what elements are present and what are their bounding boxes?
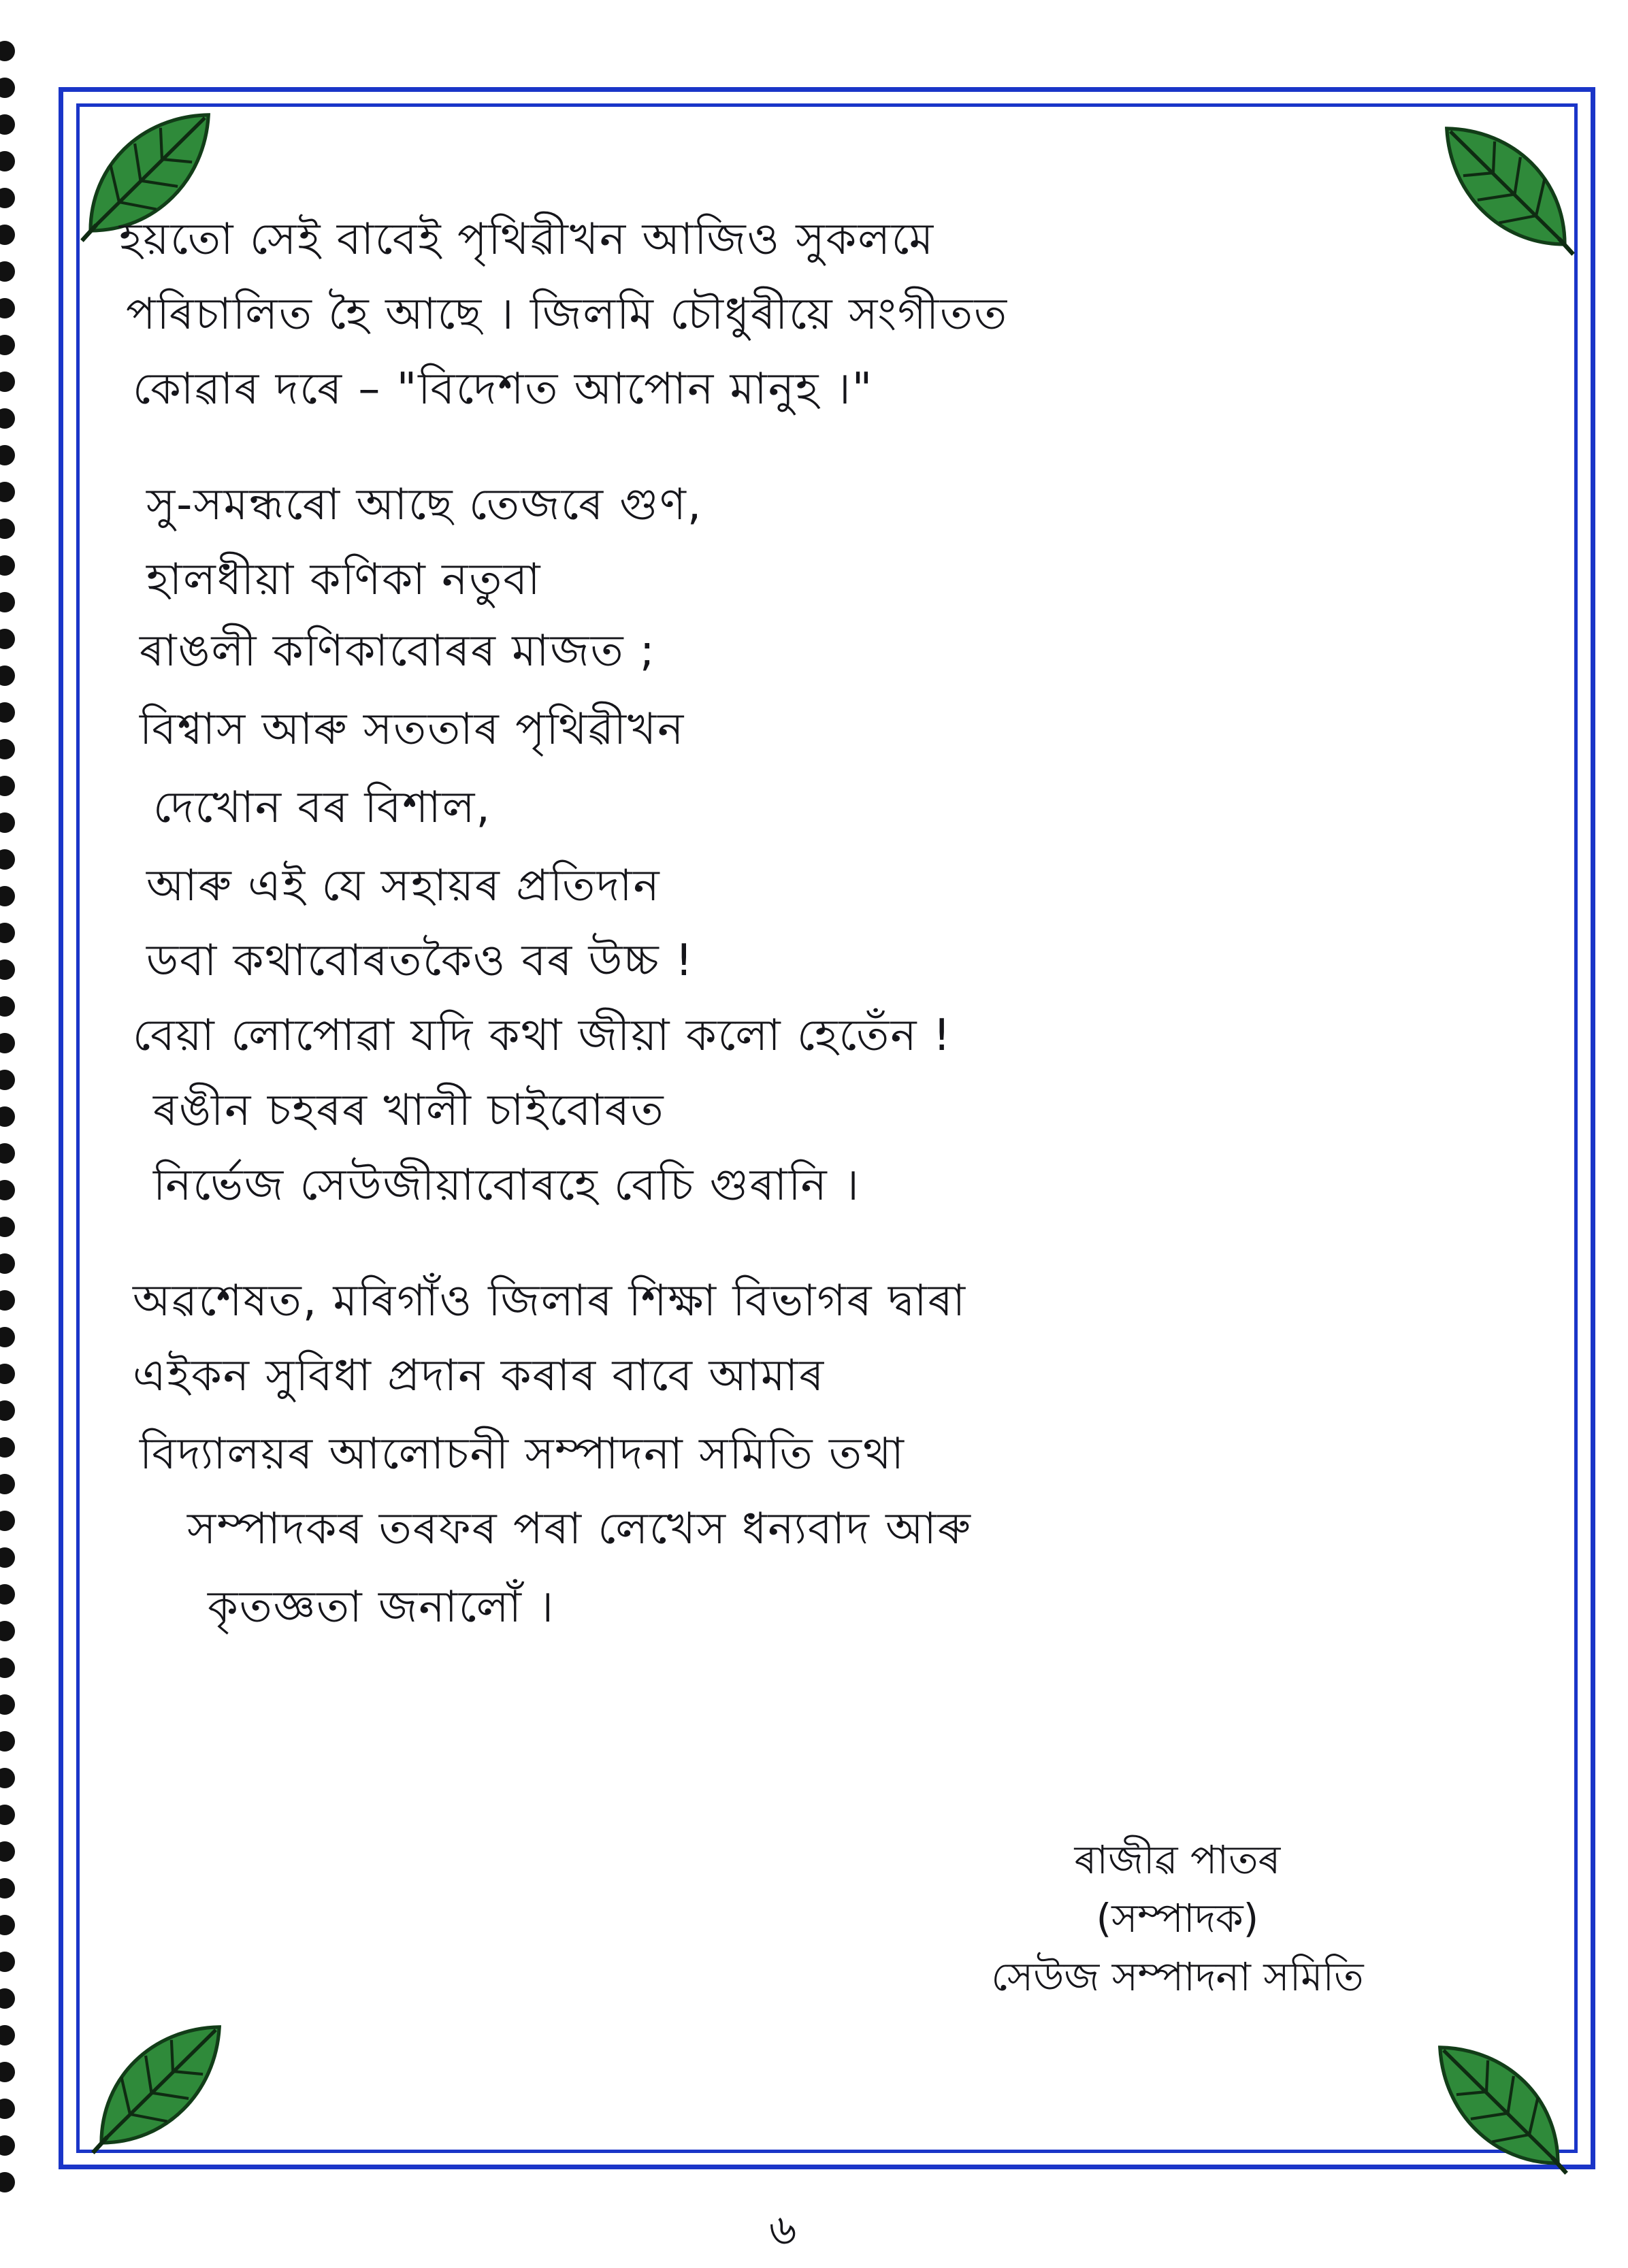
binding-hole [0, 2062, 15, 2082]
binding-hole [0, 1400, 15, 1421]
binding-hole [0, 1511, 15, 1531]
binding-hole [0, 776, 15, 796]
binding-hole [0, 1070, 15, 1090]
binding-hole [0, 2025, 15, 2045]
binding-hole [0, 151, 15, 171]
poem-line: সু-সমন্ধৰো আছে তেজৰে গুণ, [146, 480, 703, 530]
binding-hole [0, 2099, 15, 2119]
binding-hole [0, 629, 15, 649]
binding-hole [0, 1327, 15, 1347]
poem-line: বিশ্বাস আৰু সততাৰ পৃথিৱীখন [140, 704, 685, 755]
binding-hole [0, 335, 15, 355]
binding-hole [0, 1694, 15, 1715]
binding-hole [0, 1217, 15, 1237]
binding-hole [0, 114, 15, 135]
binding-hole [0, 1841, 15, 1862]
poem-line: বেয়া লোপোৱা যদি কথা জীয়া কলো হেতেঁন ! [133, 1010, 952, 1061]
binding-hole [0, 2135, 15, 2156]
leaf-icon [1436, 116, 1579, 259]
binding-hole [0, 188, 15, 208]
binding-hole [0, 1805, 15, 1825]
binding-hole [0, 886, 15, 906]
poem-line: আৰু এই যে সহায়ৰ প্ৰতিদান [146, 861, 661, 911]
binding-hole [0, 739, 15, 759]
binding-hole [0, 1106, 15, 1127]
binding-hole [0, 923, 15, 943]
binding-hole [0, 1584, 15, 1605]
paragraph-2-line: এইকন সুবিধা প্ৰদান কৰাৰ বাবে আমাৰ [133, 1351, 826, 1401]
binding-hole [0, 1180, 15, 1200]
binding-hole [0, 1731, 15, 1752]
binding-hole [0, 1658, 15, 1678]
binding-hole [0, 996, 15, 1017]
poem-line: ৰঙীন চহৰৰ খালী চাইবোৰত [153, 1085, 665, 1136]
poem-line: ডবা কথাবোৰতকৈও বৰ উচ্চ ! [146, 936, 694, 986]
leaf-icon [1429, 2035, 1572, 2177]
poem-line: দেখোন বৰ বিশাল, [153, 783, 491, 833]
binding-hole [0, 1364, 15, 1384]
binding-hole [0, 849, 15, 870]
binding-hole [0, 372, 15, 392]
binding-hole [0, 445, 15, 465]
binding-hole [0, 1768, 15, 1788]
binding-hole [0, 225, 15, 245]
binding-hole [0, 298, 15, 318]
binding-hole [0, 408, 15, 429]
binding-hole [0, 812, 15, 833]
paragraph-1-line: হয়তো সেই বাবেই পৃথিৱীখন আজিও সুকলমে [119, 214, 935, 265]
paragraph-2-line: কৃতজ্ঞতা জনালোঁ । [208, 1582, 555, 1632]
binding-hole [0, 1474, 15, 1494]
binding-hole [0, 1878, 15, 1899]
signature-role: (সম্পাদক) [1096, 1895, 1259, 1941]
signature-block [912, 1830, 1443, 2006]
binding-hole [0, 959, 15, 980]
binding-hole [0, 1952, 15, 1972]
page-number: ৬ [769, 2205, 797, 2254]
paragraph-2-line: অৱশেষত, মৰিগাঁও জিলাৰ শিক্ষা বিভাগৰ দ্বাৰা [133, 1276, 967, 1326]
paragraph-2-line: সম্পাদকৰ তৰফৰ পৰা লেখেস ধন্যবাদ আৰু [187, 1504, 972, 1554]
binding-hole [0, 592, 15, 612]
binding-hole [0, 1621, 15, 1641]
binding-hole [0, 665, 15, 686]
leaf-icon [87, 2014, 230, 2157]
binding-hole [0, 41, 15, 61]
paragraph-1-line: কোৱাৰ দৰে – "বিদেশত আপোন মানুহ ।" [133, 364, 874, 414]
binding-hole [0, 1437, 15, 1458]
binding-hole [0, 1915, 15, 1935]
spiral-binding [0, 41, 27, 2218]
binding-hole [0, 1547, 15, 1568]
poem-line: ৰাঙলী কণিকাবোৰৰ মাজত ; [140, 626, 656, 676]
binding-hole [0, 555, 15, 576]
binding-hole [0, 1033, 15, 1053]
binding-hole [0, 1253, 15, 1274]
binding-hole [0, 1988, 15, 2009]
binding-hole [0, 2172, 15, 2192]
binding-hole [0, 261, 15, 282]
poem-line: নিৰ্ভেজ সেউজীয়াবোৰহে বেচি গুৰানি । [153, 1160, 860, 1211]
binding-hole [0, 1290, 15, 1311]
signature-name: ৰাজীৱ পাতৰ [1074, 1837, 1281, 1883]
binding-hole [0, 78, 15, 98]
paragraph-1-line: পৰিচালিত হৈ আছে । জিলমি চৌধুৰীয়ে সংগীতত [126, 289, 1009, 340]
paragraph-2-line: বিদ্যালয়ৰ আলোচনী সম্পাদনা সমিতি তথা [140, 1429, 905, 1479]
binding-hole [0, 482, 15, 502]
signature-committee: সেউজ সম্পাদনা সমিতি [991, 1954, 1364, 2000]
poem-line: হালধীয়া কণিকা নতুবা [146, 555, 542, 605]
binding-hole [0, 519, 15, 539]
binding-hole [0, 702, 15, 723]
binding-hole [0, 1143, 15, 1164]
